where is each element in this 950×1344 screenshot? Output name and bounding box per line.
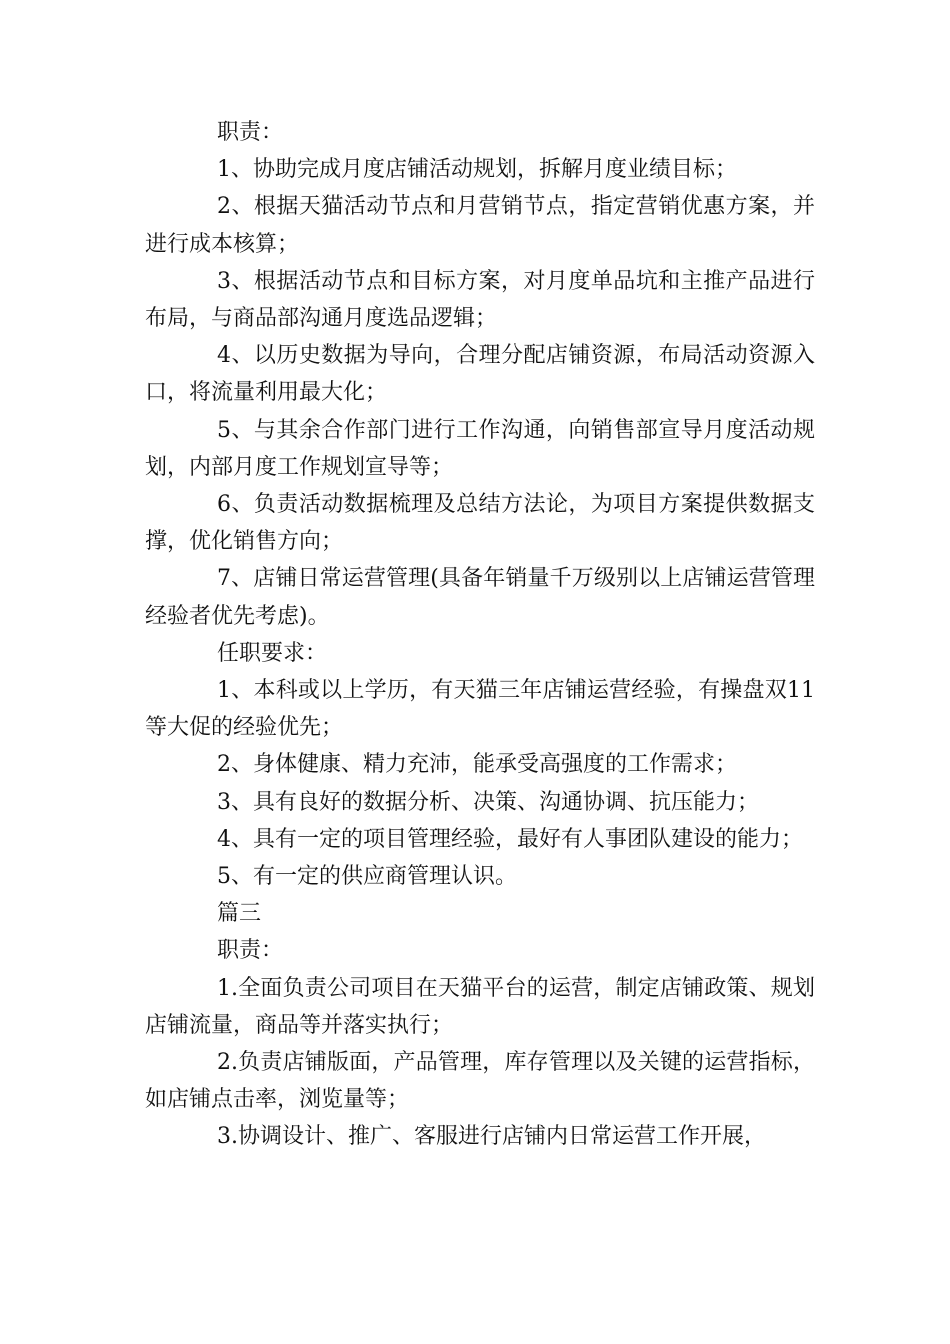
list-item: 3、根据活动节点和目标方案，对月度单品坑和主推产品进行布局，与商品部沟通月度选品逻辑；	[145, 268, 815, 332]
list-item: 3.协调设计、推广、客服进行店铺内日常运营工作开展，	[217, 1124, 766, 1150]
list-item: 4、具有一定的项目管理经验，最好有人事团队建设的能力；	[217, 826, 803, 852]
list-item: 6、负责活动数据梳理及总结方法论，为项目方案提供数据支撑，优化销售方向；	[145, 492, 815, 555]
list-item: 1、本科或以上学历，有天猫三年店铺运营经验，有操盘双11等大促的经验优先；	[145, 678, 815, 741]
list-item: 5、与其余合作部门进行工作沟通，向销售部宣导月度活动规划，内部月度工作规划宣导等；	[145, 417, 815, 480]
section-heading: 职责：	[217, 938, 284, 964]
list-item: 3、具有良好的数据分析、决策、沟通协调、抗压能力；	[217, 789, 759, 815]
list-item: 2、根据天猫活动节点和月营销节点，指定营销优惠方案，并进行成本核算；	[145, 194, 815, 257]
list-item: 4、以历史数据为导向，合理分配店铺资源，布局活动资源入口，将流量利用最大化；	[145, 343, 815, 406]
list-item: 7、店铺日常运营管理(具备年销量千万级别以上店铺运营管理经验者优先考虑)。	[145, 566, 815, 629]
list-item: 2、身体健康、精力充沛，能承受高强度的工作需求；	[217, 752, 737, 778]
list-item: 1、协助完成月度店铺活动规划，拆解月度业绩目标；	[217, 157, 737, 183]
part-heading: 篇三	[217, 901, 262, 927]
list-item: 2.负责店铺版面，产品管理，库存管理以及关键的运营指标，如店铺点击率，浏览量等；	[145, 1050, 815, 1113]
document-body	[145, 114, 815, 1156]
list-item: 5、有一定的供应商管理认识。	[217, 864, 517, 890]
list-item: 1.全面负责公司项目在天猫平台的运营，制定店铺政策、规划店铺流量，商品等并落实执行；	[145, 975, 815, 1038]
section-heading: 职责：	[217, 120, 284, 145]
section-heading: 任职要求：	[217, 640, 328, 666]
